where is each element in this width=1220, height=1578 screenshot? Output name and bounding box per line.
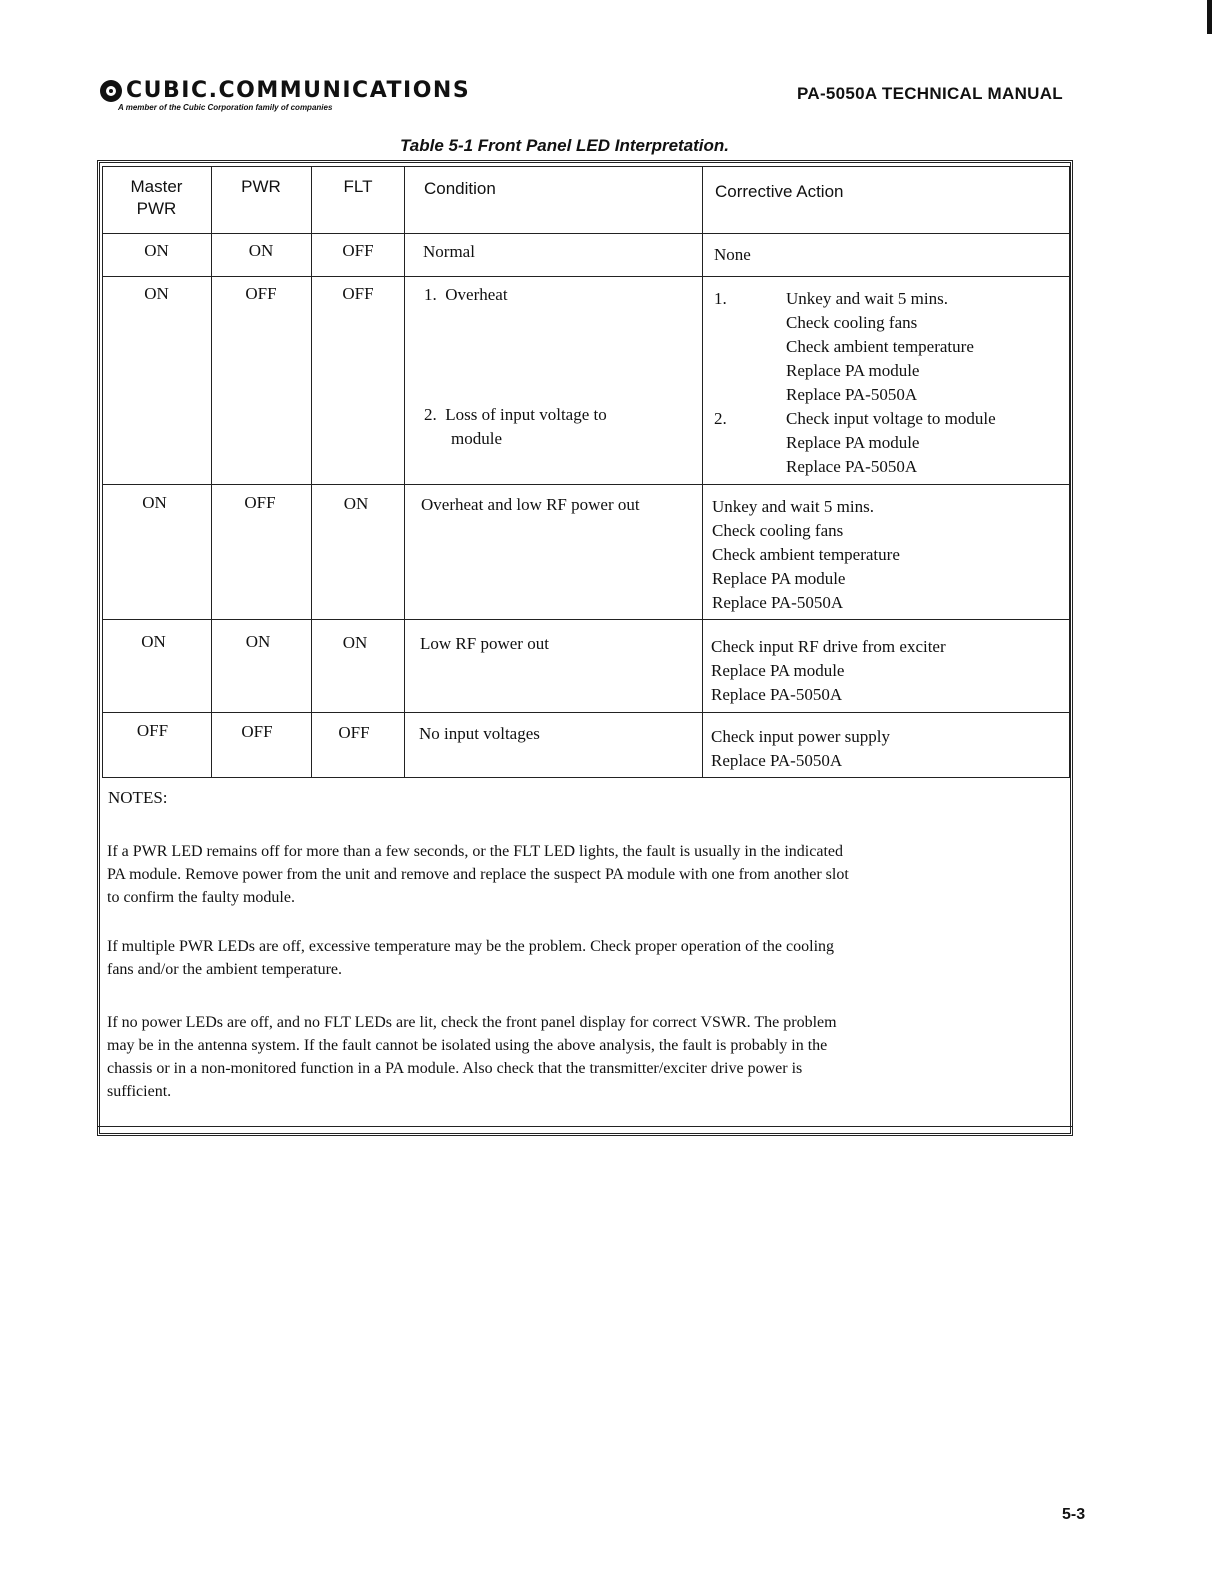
- row5-flt: OFF: [338, 723, 370, 742]
- row-divider: [102, 276, 1070, 277]
- row5-pwr: OFF: [241, 722, 273, 741]
- column-divider: [702, 166, 703, 778]
- company-logo: [100, 78, 470, 112]
- company-tagline: A member of the Cubic Corporation family of companies: [118, 103, 333, 112]
- row1-pwr: ON: [248, 241, 274, 260]
- column-divider: [211, 166, 212, 778]
- row-divider: [102, 712, 1070, 713]
- row2-action-group-1: 1. Unkey and wait 5 mins. Check cooling fans Check ambient temperature Replace PA module Replace PA-5050A: [714, 289, 974, 404]
- row4-action: Check input RF drive from exciter Replace PA module Replace PA-5050A: [711, 637, 946, 704]
- column-divider: [404, 166, 405, 778]
- page-number: 5-3: [1062, 1506, 1086, 1523]
- scan-edge-mark: [1207, 0, 1212, 34]
- row1-action: None: [714, 245, 751, 264]
- row2-pwr: OFF: [245, 284, 277, 303]
- row-divider: [102, 233, 1070, 234]
- row4-master: ON: [141, 632, 166, 651]
- row4-pwr: ON: [245, 632, 271, 651]
- notes-title: NOTES:: [108, 788, 168, 807]
- row4-flt: ON: [342, 633, 368, 652]
- header-corrective-action: Corrective Action: [715, 182, 844, 201]
- header-master-pwr: Master PWR: [130, 177, 183, 218]
- column-divider: [311, 166, 312, 778]
- row2-action-group-2: 2. Check input voltage to module Replace PA module Replace PA-5050A: [714, 409, 996, 476]
- cubic-globe-icon: [100, 80, 122, 102]
- header-condition: Condition: [424, 179, 496, 198]
- row1-condition: Normal: [423, 242, 475, 261]
- row5-action: Check input power supply Replace PA-5050A: [711, 727, 890, 770]
- row4-condition: Low RF power out: [420, 634, 549, 653]
- frame-bottom-line: [97, 1126, 1073, 1127]
- row1-flt: OFF: [342, 241, 374, 260]
- row3-flt: ON: [343, 494, 369, 513]
- manual-title: PA-5050A TECHNICAL MANUAL: [797, 84, 1063, 103]
- row5-condition: No input voltages: [419, 724, 540, 743]
- row2-flt: OFF: [342, 284, 374, 303]
- header-pwr: PWR: [241, 177, 281, 196]
- row-divider: [102, 619, 1070, 620]
- note-paragraph-3: If no power LEDs are off, and no FLT LEDs are lit, check the front panel display for correct VSWR. The problem may be in the antenna system. If the fault cannot be isolated using the above analysis, the fault is probably in the chassis or in a non-monitored function in a PA module. Also check that the transmitter/exciter drive power is sufficient.: [107, 1014, 837, 1100]
- row2-master: ON: [144, 284, 169, 303]
- row-divider: [102, 484, 1070, 485]
- row3-pwr: OFF: [244, 493, 276, 512]
- row2-condition-1: 1. Overheat: [424, 285, 508, 304]
- row3-condition: Overheat and low RF power out: [421, 495, 640, 514]
- row3-master: ON: [142, 493, 167, 512]
- row2-condition-2: 2. Loss of input voltage to module: [424, 405, 607, 448]
- row1-master: ON: [144, 241, 169, 260]
- note-paragraph-2: If multiple PWR LEDs are off, excessive temperature may be the problem. Check proper operation of the cooling fans and/or the ambient temperature.: [107, 938, 835, 978]
- header-flt: FLT: [343, 177, 373, 196]
- row3-action: Unkey and wait 5 mins. Check cooling fans Check ambient temperature Replace PA module Replace PA-5050A: [712, 497, 900, 612]
- table-caption: Table 5-1 Front Panel LED Interpretation.: [400, 136, 730, 155]
- note-paragraph-1: If a PWR LED remains off for more than a few seconds, or the FLT LED lights, the fault is usually in the indicated PA module. Remove power from the unit and remove and replace the suspect PA module with one from another slot to confirm the faulty module.: [107, 843, 849, 906]
- row5-master: OFF: [136, 721, 169, 740]
- company-name: CUBIC.COMMUNICATIONS: [126, 78, 471, 103]
